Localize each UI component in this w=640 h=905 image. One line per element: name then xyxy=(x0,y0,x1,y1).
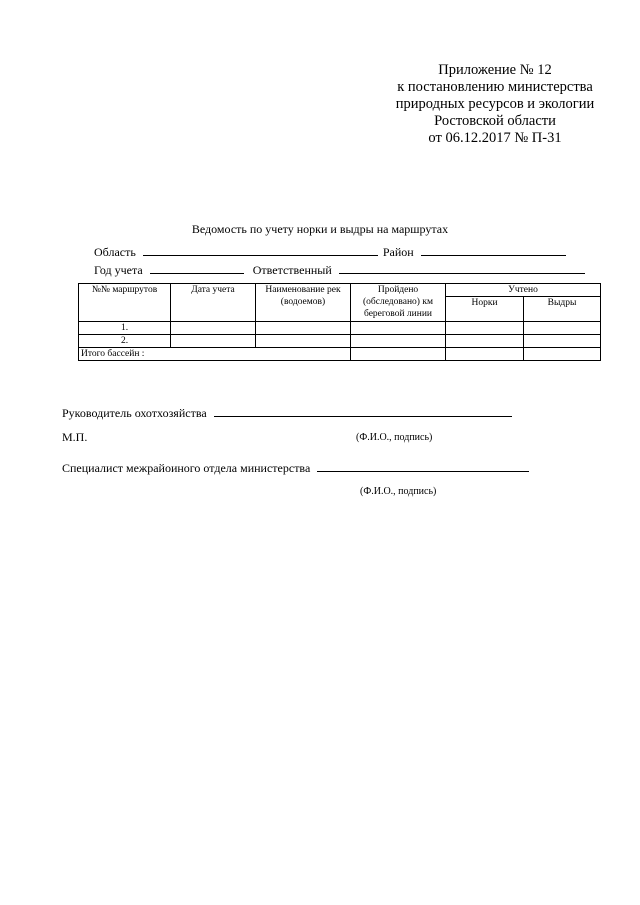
appendix-header xyxy=(360,62,630,147)
table-row xyxy=(79,335,601,348)
table-cell[interactable] xyxy=(446,348,524,361)
appendix-ministry: природных ресурсов и экологии xyxy=(395,96,595,112)
table-cell[interactable] xyxy=(256,322,351,335)
appendix-region: Ростовской области xyxy=(434,113,556,129)
region-label: Область xyxy=(94,245,136,259)
fio-hint-specialist: (Ф.И.О., подпись) xyxy=(360,486,437,497)
accounting-table xyxy=(78,283,601,361)
table-cell[interactable] xyxy=(524,335,601,348)
header-passed-line2: (обследовано) км xyxy=(363,297,433,307)
specialist-signature-line[interactable] xyxy=(317,460,529,472)
district-fill-line[interactable] xyxy=(421,244,566,256)
head-signature-row xyxy=(62,405,512,421)
header-date: Дата учета xyxy=(171,284,256,322)
table-cell[interactable] xyxy=(351,322,446,335)
table-cell[interactable] xyxy=(524,322,601,335)
specialist-signature-row xyxy=(62,460,529,476)
header-routes: №№ маршрутов xyxy=(79,284,171,322)
total-label-cell: Итого бассейн : xyxy=(79,348,351,361)
head-label: Руководитель охотхозяйства xyxy=(62,406,207,420)
fio-hint-head: (Ф.И.О., подпись) xyxy=(356,432,433,443)
document-title: Ведомость по учету норки и выдры на маршрутах xyxy=(191,222,449,236)
region-fill-line[interactable] xyxy=(143,244,378,256)
region-field-row xyxy=(94,244,566,260)
responsible-fill-line[interactable] xyxy=(339,262,585,274)
specialist-label: Специалист межрайоиного отдела министерства xyxy=(62,461,311,475)
appendix-date: от 06.12.2017 № П-31 xyxy=(428,130,562,146)
district-label: Район xyxy=(382,245,414,259)
table-cell[interactable] xyxy=(446,335,524,348)
table-row xyxy=(79,322,601,335)
header-rivers-line1: Наименование рек xyxy=(265,285,341,295)
table-cell[interactable] xyxy=(171,322,256,335)
header-counted: Учтено xyxy=(446,284,601,297)
header-passed xyxy=(351,284,446,322)
appendix-number: Приложение № 12 xyxy=(438,62,552,78)
table-cell[interactable] xyxy=(351,348,446,361)
table-cell[interactable] xyxy=(256,335,351,348)
route-number-cell: 1. xyxy=(79,322,171,335)
year-label: Год учета xyxy=(94,263,143,277)
header-otter: Выдры xyxy=(524,297,601,322)
appendix-resolution: к постановлению министерства xyxy=(397,79,593,95)
table-header-row xyxy=(79,284,601,297)
header-passed-line3: береговой линии xyxy=(363,309,432,319)
year-fill-line[interactable] xyxy=(150,262,244,274)
stamp-label: М.П. xyxy=(62,430,88,444)
header-rivers xyxy=(256,284,351,322)
table-cell[interactable] xyxy=(446,322,524,335)
table-cell[interactable] xyxy=(171,335,256,348)
header-mink: Норки xyxy=(446,297,524,322)
responsible-label: Ответственный xyxy=(252,263,332,277)
head-signature-line[interactable] xyxy=(214,405,512,417)
route-number-cell: 2. xyxy=(79,335,171,348)
header-rivers-line2: (водоемов) xyxy=(280,297,326,307)
table-total-row xyxy=(79,348,601,361)
table-cell[interactable] xyxy=(351,335,446,348)
header-passed-line1: Пройдено xyxy=(377,285,419,295)
year-field-row xyxy=(94,262,585,278)
table-cell[interactable] xyxy=(524,348,601,361)
